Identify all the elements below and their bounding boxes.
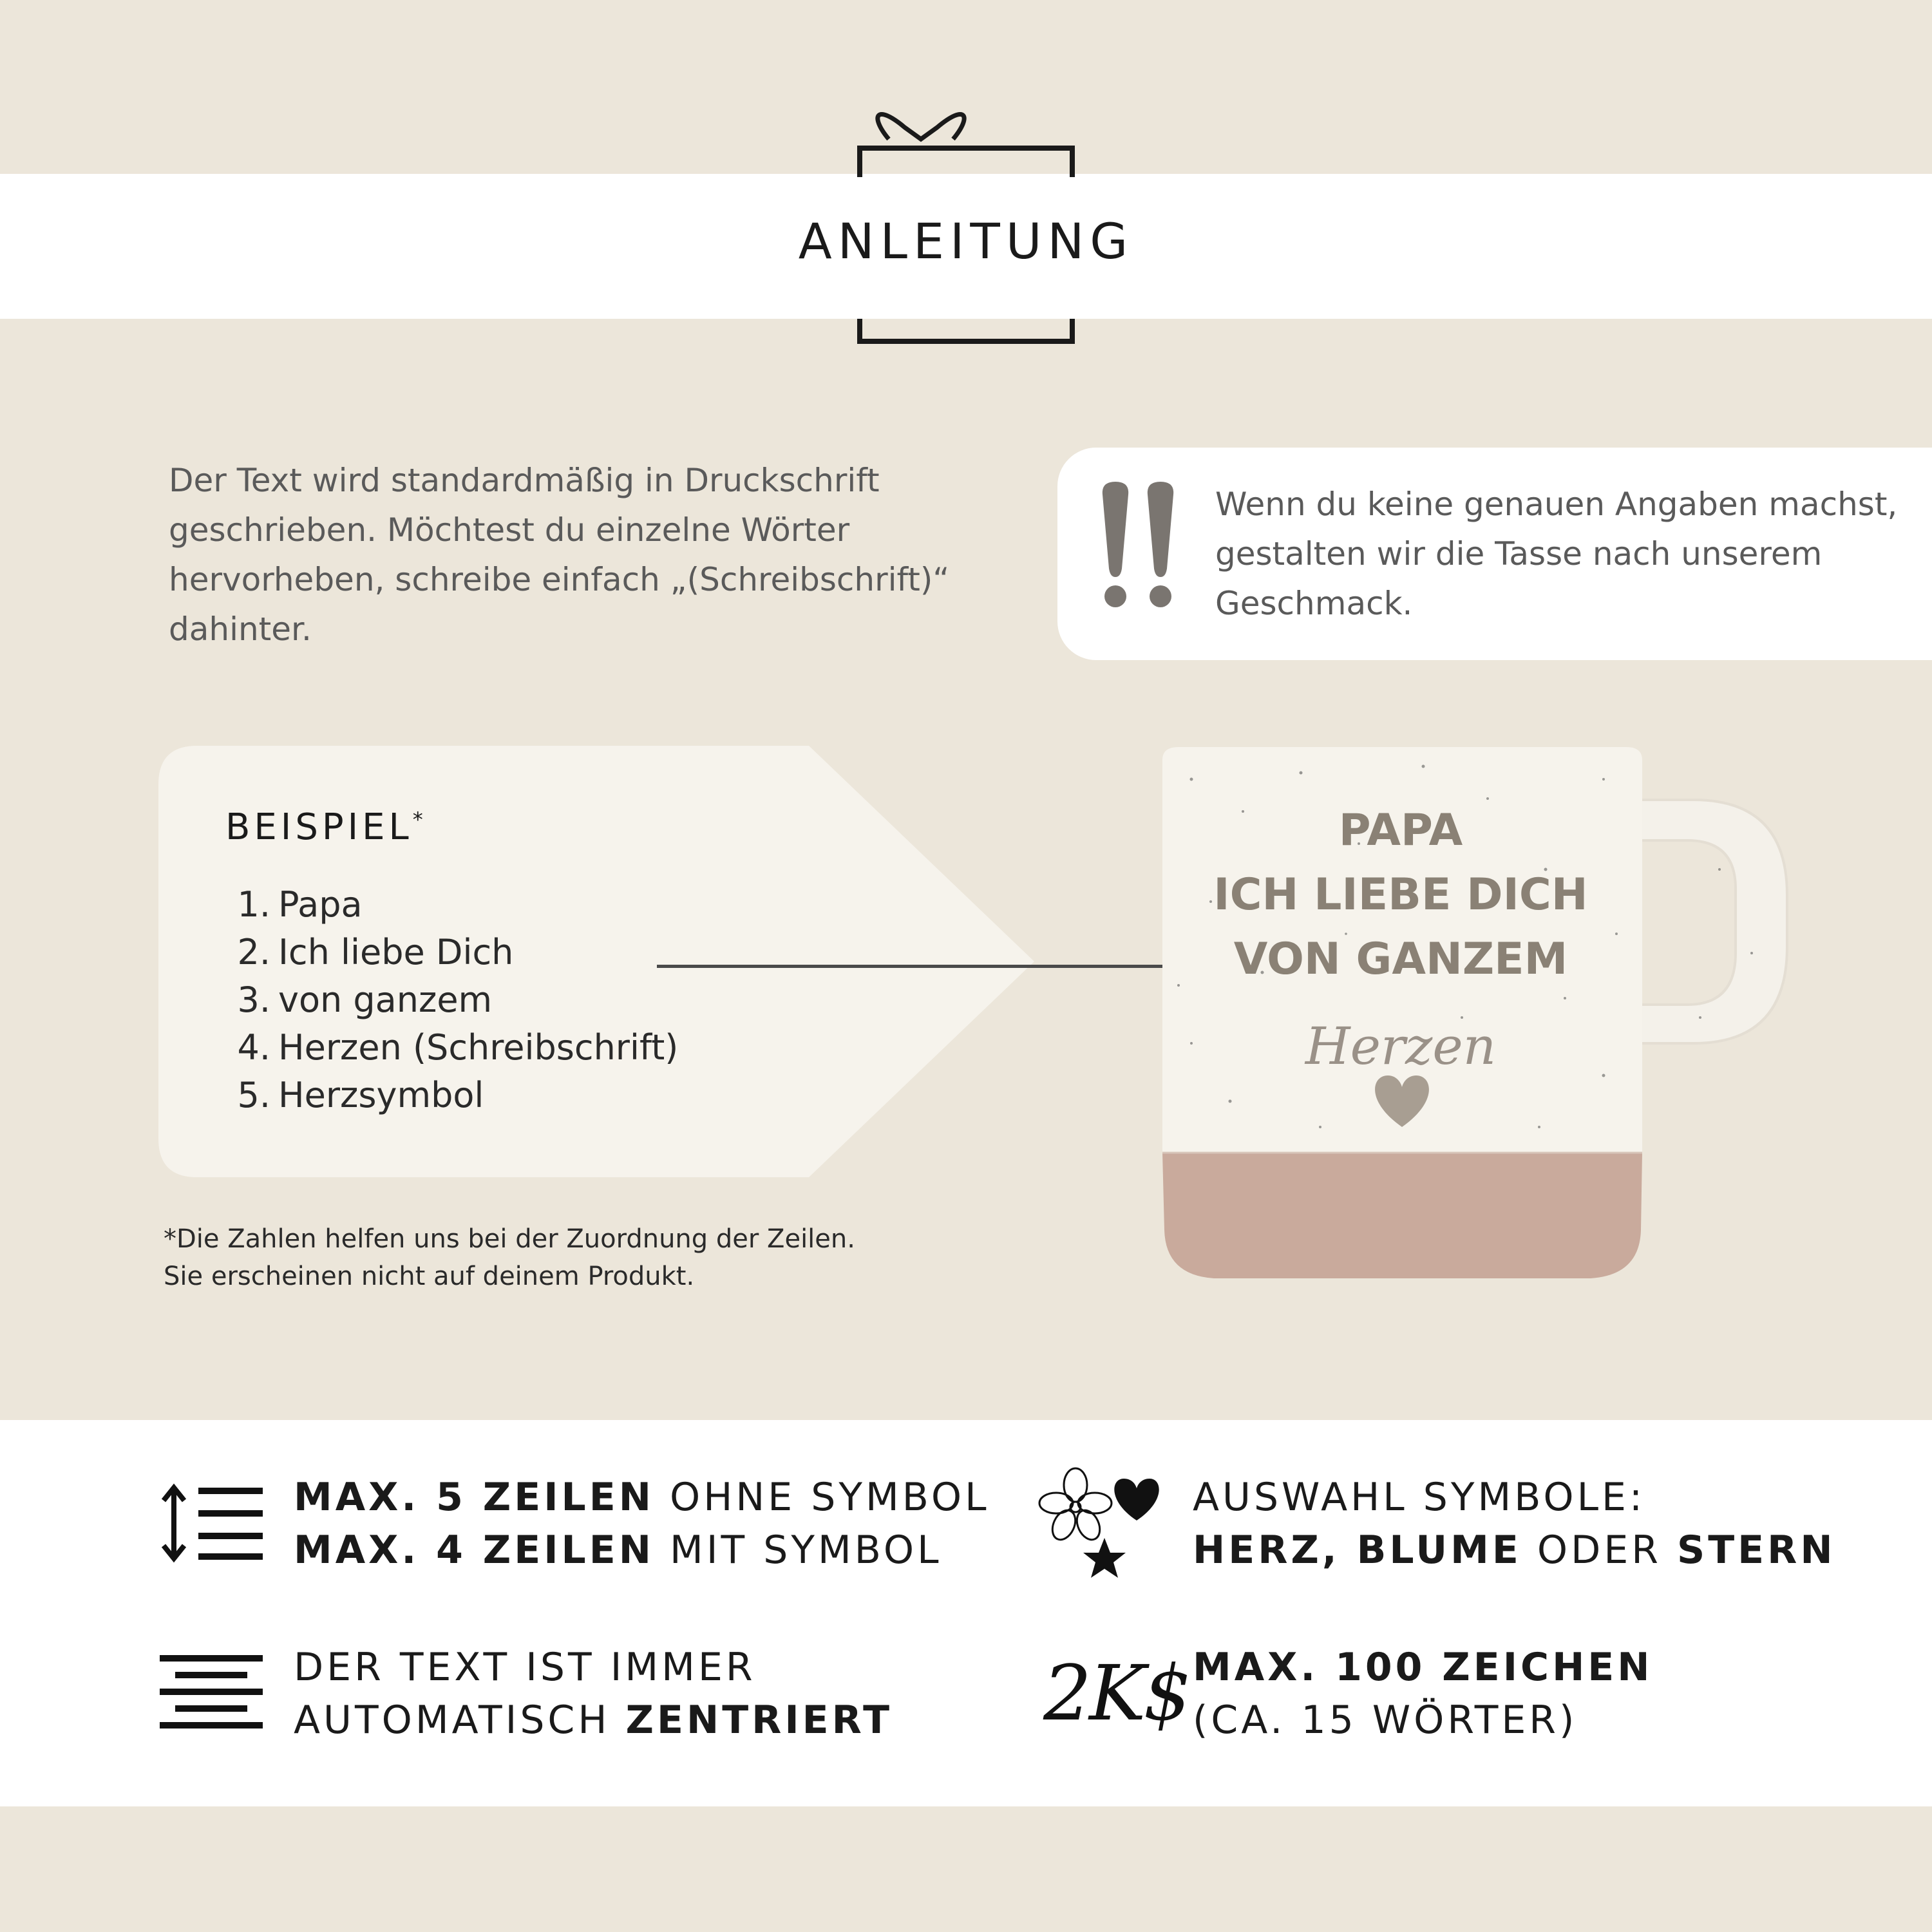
character-count-icon: 2K$ bbox=[1043, 1649, 1189, 1738]
line-height-icon bbox=[160, 1481, 263, 1565]
list-item: 4. Herzen (Schreibschrift) bbox=[237, 1027, 679, 1068]
feature-centered-text: DER TEXT IST IMMER AUTOMATISCH ZENTRIERT bbox=[294, 1645, 893, 1743]
list-item: 2. Ich liebe Dich bbox=[237, 932, 514, 972]
footnote bbox=[164, 1220, 1001, 1295]
mug-line-1: PAPA bbox=[1338, 805, 1463, 856]
connector-line bbox=[657, 965, 1193, 968]
list-item: 5. Herzsymbol bbox=[237, 1075, 484, 1115]
example-heading-label: BEISPIEL bbox=[225, 806, 413, 848]
list-item: 3. von ganzem bbox=[237, 980, 493, 1020]
example-list bbox=[225, 881, 678, 1119]
mug-line-4-script: Herzen bbox=[1305, 1016, 1497, 1076]
page-title: ANLEITUNG bbox=[798, 213, 1134, 270]
footnote-line-1: *Die Zahlen helfen uns bei der Zuordnung der Zeilen. bbox=[164, 1224, 855, 1254]
align-center-icon bbox=[160, 1654, 263, 1731]
flower-heart-star-icon bbox=[1030, 1466, 1166, 1582]
list-item: 1. Papa bbox=[237, 884, 363, 925]
footnote-marker: * bbox=[412, 807, 423, 832]
mug-line-2: ICH LIEBE DICH bbox=[1213, 869, 1588, 920]
intro-text: Der Text wird standardmäßig in Druckschrift geschrieben. Möchtest du einzelne Wörter hervorheben, schreibe einfach „(Schreibschrift)“ dahinter. bbox=[169, 462, 950, 648]
mug-line-3: VON GANZEM bbox=[1233, 934, 1568, 985]
feature-symbol-choice: AUSWAHL SYMBOLE: HERZ, BLUME ODER STERN bbox=[1193, 1475, 1836, 1573]
feature-char-limit: MAX. 100 ZEICHEN (CA. 15 WÖRTER) bbox=[1193, 1645, 1653, 1743]
double-exclamation-icon bbox=[1095, 482, 1185, 611]
example-heading bbox=[225, 806, 423, 848]
feature-line-limit: MAX. 5 ZEILEN OHNE SYMBOL MAX. 4 ZEILEN MIT SYMBOL bbox=[294, 1475, 990, 1573]
footnote-line-2: Sie erscheinen nicht auf deinem Produkt. bbox=[164, 1262, 695, 1291]
notice-text: Wenn du keine genauen Angaben machst, gestalten wir die Tasse nach unserem Geschmack. bbox=[1215, 486, 1898, 622]
